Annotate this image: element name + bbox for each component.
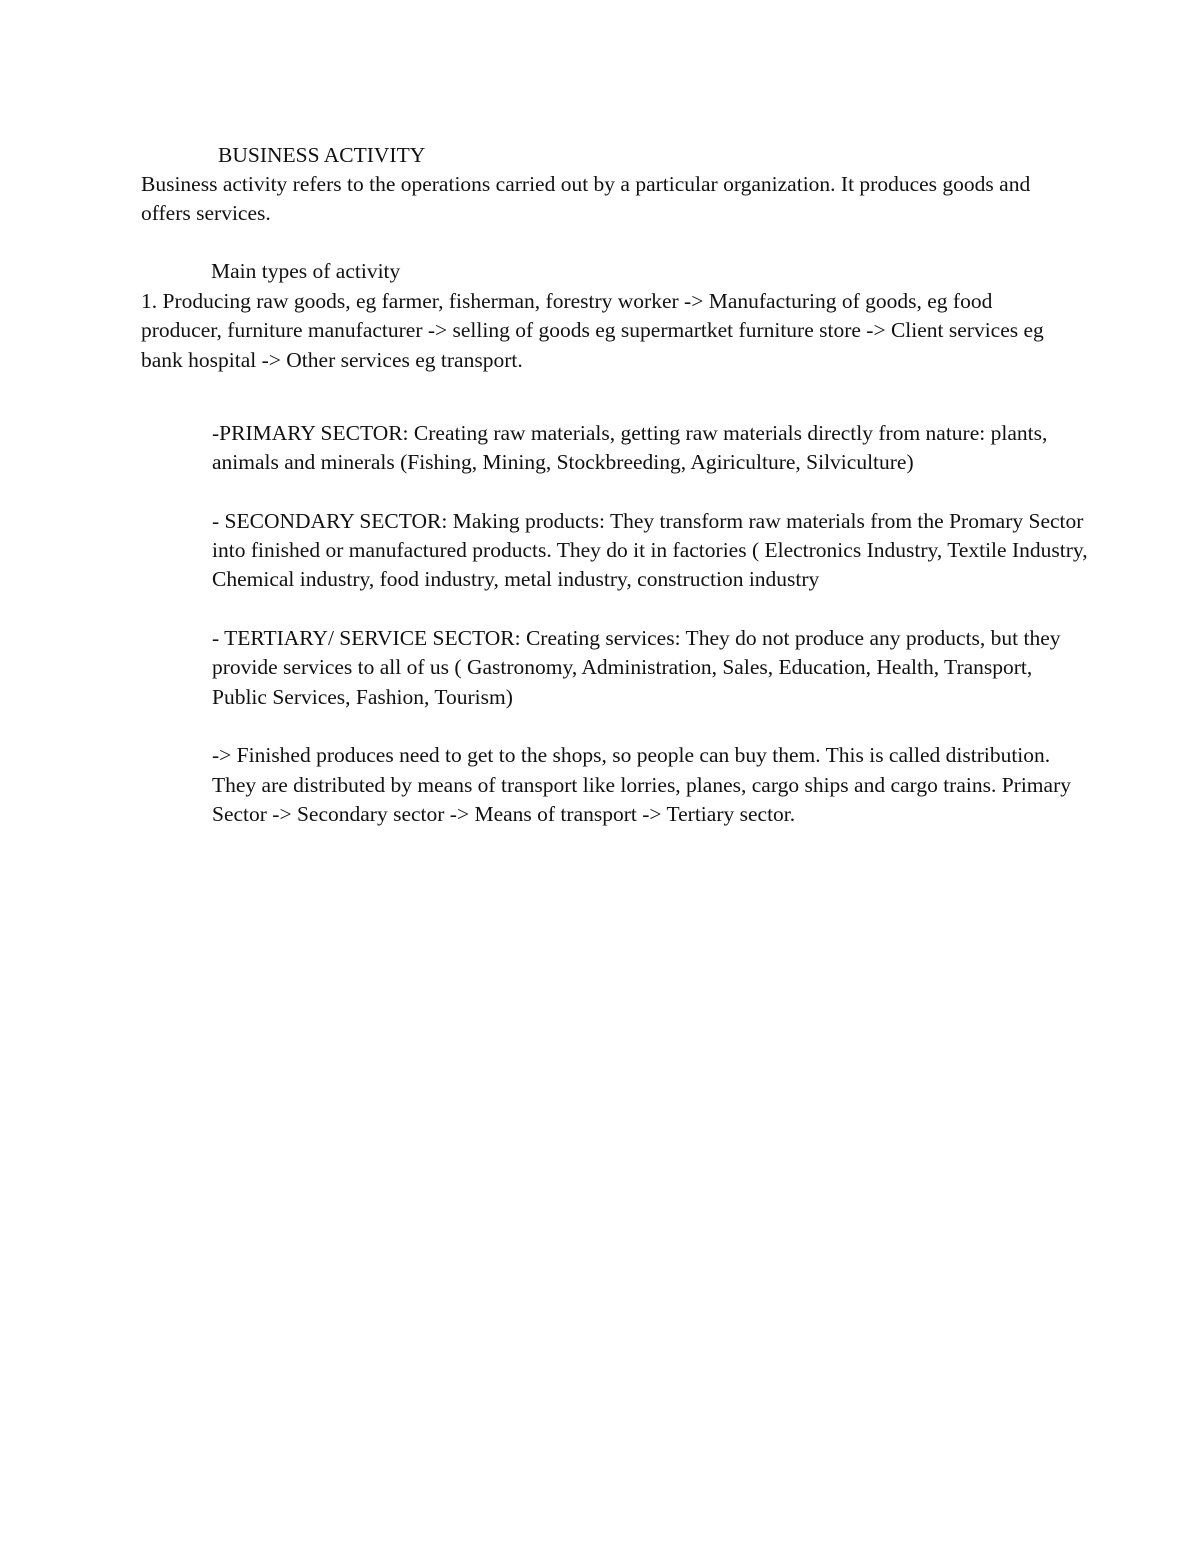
sector-paragraph-primary: -PRIMARY SECTOR: Creating raw materials, getting raw materials directly from nature: plants, animals and minerals (Fishing, Mining, Stockbreeding, Agiriculture, Silviculture) bbox=[212, 421, 1048, 475]
sector-paragraph-secondary: - SECONDARY SECTOR: Making products: They transform raw materials from the Promary Sector into finished or manufactured products. They do it in factories ( Electronics Industry, Textile Industry, Chemical industry, food industry, metal industry, construction industry bbox=[212, 508, 1088, 592]
activity-chain-paragraph: 1. Producing raw goods, eg farmer, fisherman, forestry worker -> Manufacturing of goods, eg food producer, furniture manufacturer -> selling of goods eg supermartket furniture store -> Client services eg bank hospital -> Other services eg transport. bbox=[141, 289, 1044, 372]
distribution-paragraph: -> Finished produces need to get to the shops, so people can buy them. This is called distribution. They are distributed by means of transport like lorries, planes, cargo ships and cargo trains. Primary Sector -> Secondary sector -> Means of transport -> Tertiary sector. bbox=[212, 743, 1071, 826]
document-title: BUSINESS ACTIVITY bbox=[218, 143, 426, 167]
section-subheading: Main types of activity bbox=[211, 259, 401, 283]
intro-paragraph: Business activity refers to the operations carried out by a particular organization. It produces goods and offers services. bbox=[141, 172, 1031, 226]
sector-paragraph-tertiary: - TERTIARY/ SERVICE SECTOR: Creating services: They do not produce any products, but they provide services to all of us ( Gastronomy, Administration, Sales, Education, Health, Transport, Public Services, Fashion, Tourism) bbox=[212, 626, 1061, 709]
sector-list bbox=[212, 419, 1092, 858]
